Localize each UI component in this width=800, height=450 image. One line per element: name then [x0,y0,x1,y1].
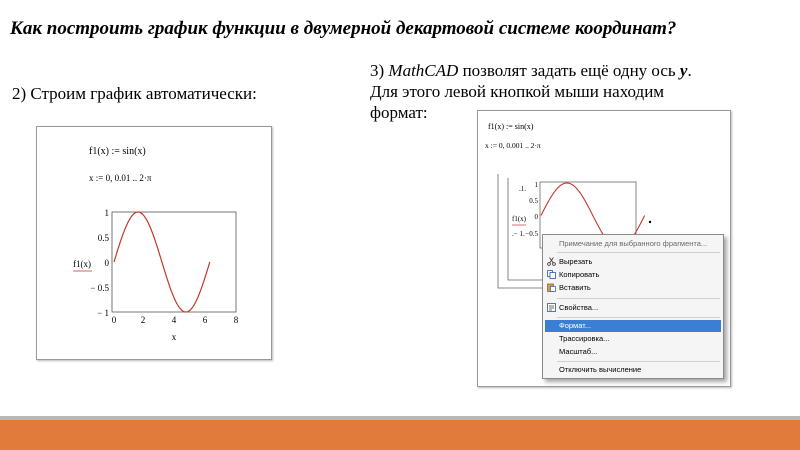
y-tick-label: 1 [534,181,538,189]
menu-item-zoom[interactable]: Масштаб... [559,347,598,356]
menu-item-cut[interactable]: Вырезать [545,256,721,268]
mathcad-worksheet-right [477,110,731,387]
menu-item-copy[interactable]: Копировать [545,269,721,281]
range-definition: x := 0, 0.01 .. 2·π [89,173,152,183]
footer-bar [0,420,800,450]
scissors-icon [547,257,556,266]
menu-separator [557,361,720,362]
x-tick-labels [112,315,239,325]
step-2-text: 2) Строим график автоматически: [12,84,257,103]
y-tick-label: 0.5 [529,197,538,205]
step-3-line-3: формат: [370,103,428,122]
mathcad-name: MathCAD [388,61,459,80]
menu-item-properties[interactable]: Свойства... [545,302,721,314]
step-3-line-2: Для этого левой кнопкой мыши находим [370,82,665,101]
mathcad-worksheet-left [36,126,272,360]
x-tick-label: 8 [233,315,239,325]
copy-icon [547,270,556,279]
y-bottom-marker: .− 1. [512,230,525,238]
properties-icon [547,303,556,312]
menu-item-paste[interactable]: Вставить [545,282,721,294]
menu-item-disable-evaluation[interactable]: Отключить вычисление [559,365,642,374]
y-axis-label: f1(x) [512,215,526,223]
menu-item-format[interactable]: Формат... [545,320,721,332]
plot-region-border-inner [508,178,542,280]
y-tick-label: 0 [534,213,538,221]
y-tick-labels [90,208,109,318]
y-top-marker: .1. [519,185,526,193]
x-axis-label: x [171,332,177,342]
paste-icon [547,283,556,292]
y-tick-label: − 0.5 [90,283,109,293]
x-tick-label: 2 [140,315,146,325]
menu-item-note[interactable]: Примечание для выбранного фрагмента... [559,239,708,248]
x-tick-label: 4 [171,315,177,325]
y-tick-label: 0.5 [97,233,109,243]
axis-y-name: y [679,61,688,80]
context-menu [542,234,724,379]
y-axis-label: f1(x) [73,259,91,269]
sine-curve-left [114,212,210,312]
sine-plot-left[interactable] [37,127,269,357]
step-3-number: 3) [370,61,389,80]
y-tick-labels [525,181,538,238]
menu-separator [557,298,720,299]
cursor-dot [649,221,651,223]
function-definition: f1(x) := sin(x) [89,146,146,157]
y-tick-label: 0 [104,258,109,268]
step-3-text-2: . [687,61,692,80]
menu-separator [557,317,720,318]
y-tick-label: −0.5 [525,230,538,238]
y-tick-label: 1 [104,208,109,218]
menu-separator [557,252,720,253]
x-tick-label: 0 [111,315,117,325]
y-tick-label: − 1 [97,308,109,318]
x-tick-label: 6 [202,315,208,325]
range-definition: x := 0, 0.001 .. 2·π [485,141,541,150]
function-definition: f1(x) := sin(x) [488,122,534,131]
slide-title: Как построить график функции в двумерной декартовой системе координат? [10,18,677,39]
menu-item-trace[interactable]: Трассировка... [559,334,610,343]
step-3-text-1: позволят задать ещё одну ось [458,61,680,80]
